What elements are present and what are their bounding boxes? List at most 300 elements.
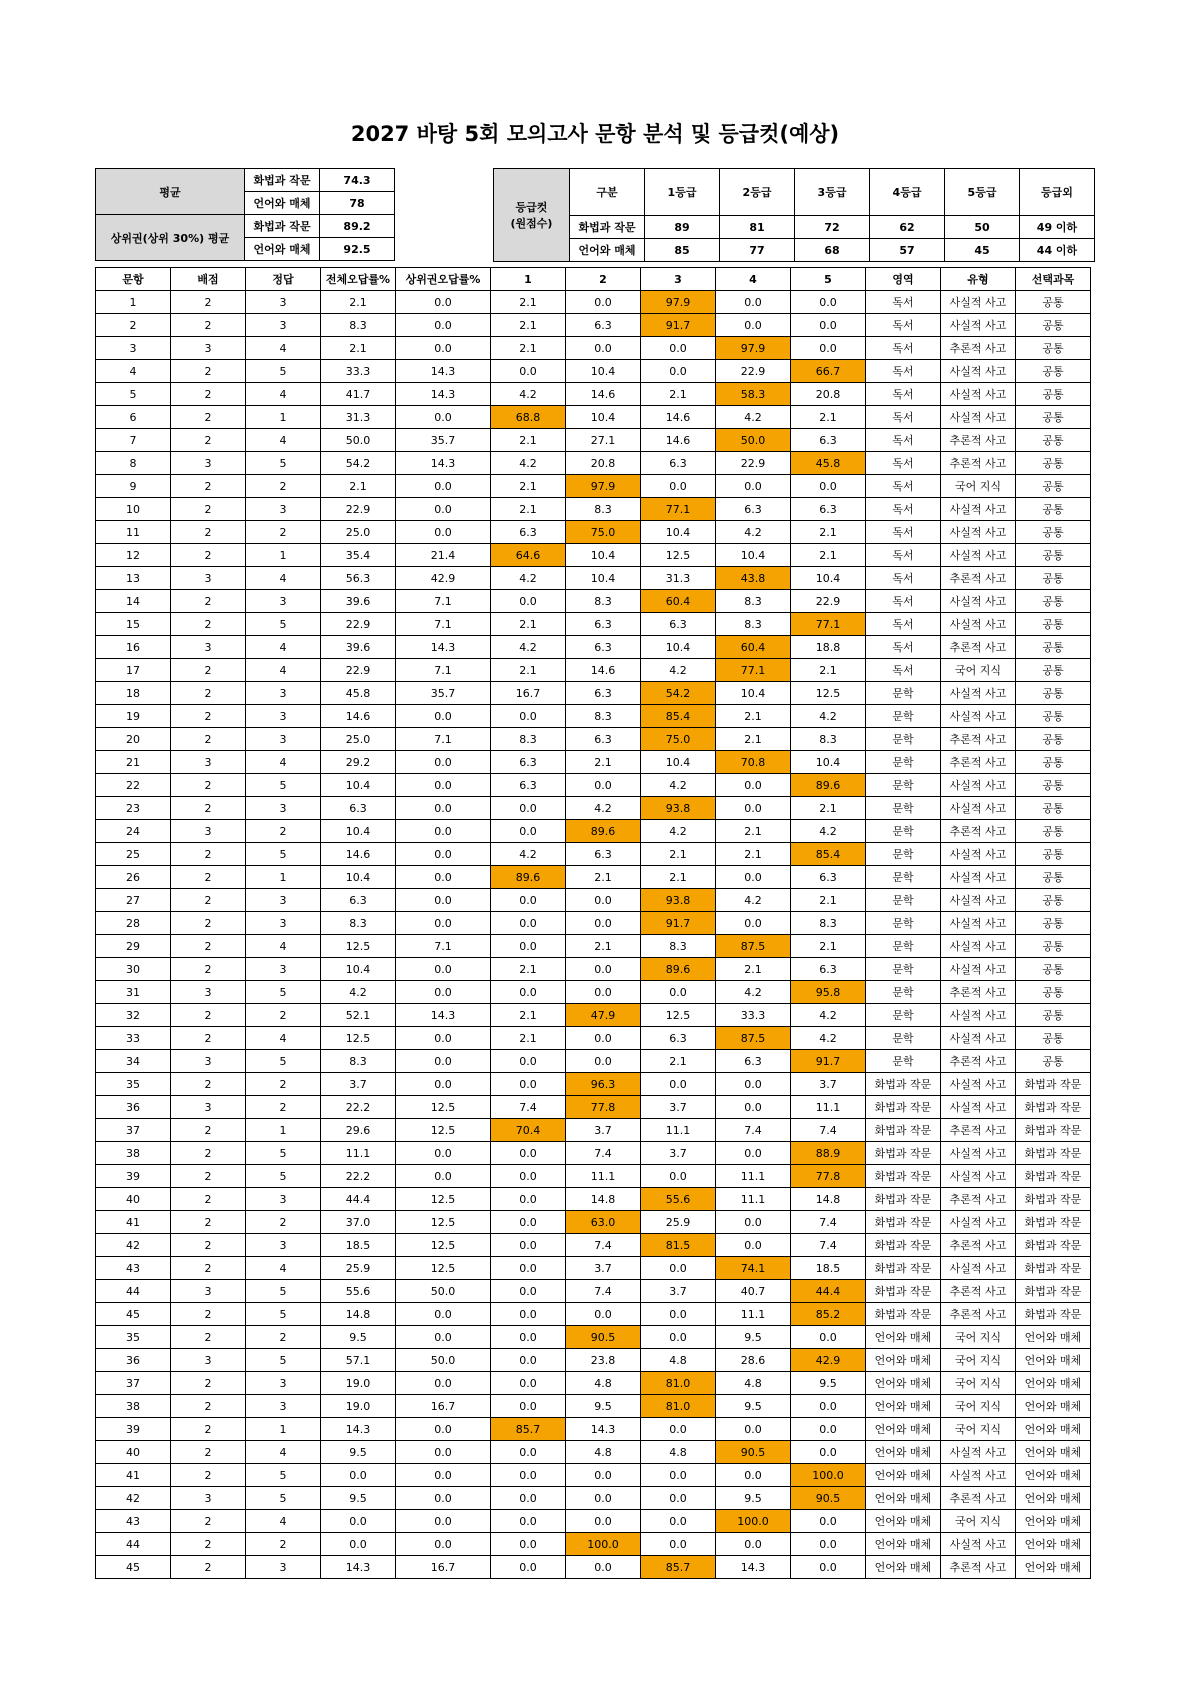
top-error-rate-cell: 0.0 [396, 1073, 491, 1096]
elective-cell: 화법과 작문 [1016, 1119, 1091, 1142]
choice-2-rate-cell: 0.0 [566, 958, 641, 981]
total-error-rate-cell: 14.8 [321, 1303, 396, 1326]
choice-3-rate-cell: 0.0 [641, 1326, 716, 1349]
choice-5-rate-cell: 6.3 [791, 866, 866, 889]
points-cell: 2 [171, 774, 246, 797]
points-cell: 3 [171, 1280, 246, 1303]
area-cell: 언어와 매체 [866, 1464, 941, 1487]
area-cell: 독서 [866, 406, 941, 429]
cut-cell: 57 [870, 239, 945, 262]
area-cell: 언어와 매체 [866, 1556, 941, 1579]
choice-4-rate-cell: 87.5 [716, 935, 791, 958]
choice-2-rate-cell: 96.3 [566, 1073, 641, 1096]
answer-cell: 2 [246, 1073, 321, 1096]
choice-1-rate-cell: 0.0 [491, 912, 566, 935]
choice-3-rate-cell: 4.2 [641, 820, 716, 843]
table-row [96, 774, 1091, 797]
choice-3-rate-cell: 6.3 [641, 1027, 716, 1050]
answer-cell: 3 [246, 1556, 321, 1579]
points-cell: 3 [171, 1050, 246, 1073]
answer-cell: 3 [246, 912, 321, 935]
choice-5-rate-cell: 2.1 [791, 935, 866, 958]
grade-cut-label-line2: (원점수) [510, 217, 553, 230]
choice-5-rate-cell: 0.0 [791, 1556, 866, 1579]
choice-4-rate-cell: 97.9 [716, 337, 791, 360]
total-error-rate-cell: 56.3 [321, 567, 396, 590]
cut-cell: 72 [795, 216, 870, 239]
choice-5-rate-cell: 2.1 [791, 659, 866, 682]
top-error-rate-cell: 0.0 [396, 1372, 491, 1395]
cut-header-row [494, 169, 1095, 216]
total-error-rate-cell: 3.7 [321, 1073, 396, 1096]
choice-4-rate-cell: 0.0 [716, 1211, 791, 1234]
item-no-cell: 43 [96, 1257, 171, 1280]
top-error-rate-cell: 16.7 [396, 1556, 491, 1579]
choice-2-rate-cell: 14.6 [566, 383, 641, 406]
choice-1-rate-cell: 64.6 [491, 544, 566, 567]
choice-1-rate-cell: 0.0 [491, 590, 566, 613]
top-error-rate-cell: 50.0 [396, 1349, 491, 1372]
area-cell: 독서 [866, 475, 941, 498]
table-row [96, 981, 1091, 1004]
cut-cell: 62 [870, 216, 945, 239]
choice-3-rate-cell: 12.5 [641, 1004, 716, 1027]
cut-cell: 언어와 매체 [570, 239, 645, 262]
average-value: 78 [320, 192, 395, 215]
choice-2-rate-cell: 4.8 [566, 1372, 641, 1395]
choice-4-rate-cell: 9.5 [716, 1487, 791, 1510]
choice-4-rate-cell: 0.0 [716, 314, 791, 337]
answer-cell: 4 [246, 751, 321, 774]
choice-2-rate-cell: 6.3 [566, 843, 641, 866]
points-cell: 2 [171, 889, 246, 912]
elective-cell: 언어와 매체 [1016, 1395, 1091, 1418]
total-error-rate-cell: 19.0 [321, 1395, 396, 1418]
type-cell: 추론적 사고 [941, 981, 1016, 1004]
choice-2-rate-cell: 3.7 [566, 1119, 641, 1142]
choice-4-rate-cell: 0.0 [716, 797, 791, 820]
points-cell: 3 [171, 337, 246, 360]
type-cell: 추론적 사고 [941, 820, 1016, 843]
choice-3-rate-cell: 89.6 [641, 958, 716, 981]
elective-cell: 공통 [1016, 889, 1091, 912]
top-error-rate-cell: 0.0 [396, 797, 491, 820]
choice-3-rate-cell: 8.3 [641, 935, 716, 958]
answer-cell: 5 [246, 1464, 321, 1487]
item-no-cell: 31 [96, 981, 171, 1004]
choice-5-rate-cell: 0.0 [791, 1533, 866, 1556]
points-cell: 2 [171, 1464, 246, 1487]
item-no-cell: 38 [96, 1395, 171, 1418]
choice-4-rate-cell: 0.0 [716, 1073, 791, 1096]
total-error-rate-cell: 2.1 [321, 475, 396, 498]
item-no-cell: 28 [96, 912, 171, 935]
choice-4-rate-cell: 10.4 [716, 544, 791, 567]
choice-4-rate-cell: 7.4 [716, 1119, 791, 1142]
choice-5-rate-cell: 77.8 [791, 1165, 866, 1188]
item-no-cell: 37 [96, 1119, 171, 1142]
choice-3-rate-cell: 91.7 [641, 314, 716, 337]
choice-2-rate-cell: 14.3 [566, 1418, 641, 1441]
elective-cell: 언어와 매체 [1016, 1326, 1091, 1349]
table-row [96, 1096, 1091, 1119]
choice-1-rate-cell: 6.3 [491, 751, 566, 774]
points-cell: 3 [171, 1349, 246, 1372]
item-no-cell: 35 [96, 1073, 171, 1096]
points-cell: 2 [171, 866, 246, 889]
type-cell: 국어 지식 [941, 1418, 1016, 1441]
choice-3-rate-cell: 0.0 [641, 1257, 716, 1280]
area-cell: 문학 [866, 866, 941, 889]
choice-5-rate-cell: 2.1 [791, 521, 866, 544]
area-cell: 화법과 작문 [866, 1119, 941, 1142]
top-error-rate-cell: 7.1 [396, 659, 491, 682]
choice-5-rate-cell: 4.2 [791, 1027, 866, 1050]
item-no-cell: 18 [96, 682, 171, 705]
choice-3-rate-cell: 0.0 [641, 1418, 716, 1441]
choice-2-rate-cell: 75.0 [566, 521, 641, 544]
choice-2-rate-cell: 9.5 [566, 1395, 641, 1418]
choice-1-rate-cell: 0.0 [491, 1188, 566, 1211]
choice-3-rate-cell: 97.9 [641, 291, 716, 314]
choice-3-rate-cell: 93.8 [641, 797, 716, 820]
type-cell: 사실적 사고 [941, 1441, 1016, 1464]
total-error-rate-cell: 14.3 [321, 1556, 396, 1579]
points-cell: 3 [171, 567, 246, 590]
choice-3-rate-cell: 75.0 [641, 728, 716, 751]
choice-1-rate-cell: 2.1 [491, 337, 566, 360]
points-cell: 2 [171, 728, 246, 751]
elective-cell: 공통 [1016, 452, 1091, 475]
type-cell: 사실적 사고 [941, 958, 1016, 981]
type-cell: 사실적 사고 [941, 521, 1016, 544]
choice-4-rate-cell: 9.5 [716, 1326, 791, 1349]
total-error-rate-cell: 12.5 [321, 1027, 396, 1050]
area-cell: 독서 [866, 636, 941, 659]
choice-2-rate-cell: 4.2 [566, 797, 641, 820]
top-error-rate-cell: 14.3 [396, 452, 491, 475]
table-row [96, 590, 1091, 613]
elective-cell: 공통 [1016, 590, 1091, 613]
subject-label: 화법과 작문 [245, 169, 320, 192]
elective-cell: 화법과 작문 [1016, 1211, 1091, 1234]
choice-5-rate-cell: 8.3 [791, 912, 866, 935]
type-cell: 추론적 사고 [941, 1556, 1016, 1579]
area-cell: 언어와 매체 [866, 1395, 941, 1418]
type-cell: 사실적 사고 [941, 498, 1016, 521]
points-cell: 2 [171, 797, 246, 820]
item-no-cell: 34 [96, 1050, 171, 1073]
total-error-rate-cell: 10.4 [321, 774, 396, 797]
choice-4-rate-cell: 4.2 [716, 406, 791, 429]
top-error-rate-cell: 0.0 [396, 1326, 491, 1349]
choice-2-rate-cell: 8.3 [566, 590, 641, 613]
total-error-rate-cell: 55.6 [321, 1280, 396, 1303]
item-no-cell: 9 [96, 475, 171, 498]
top-error-rate-cell: 7.1 [396, 613, 491, 636]
points-cell: 2 [171, 1188, 246, 1211]
type-cell: 추론적 사고 [941, 1487, 1016, 1510]
table-row [96, 544, 1091, 567]
choice-2-rate-cell: 8.3 [566, 705, 641, 728]
choice-1-rate-cell: 2.1 [491, 958, 566, 981]
table-row [96, 843, 1091, 866]
points-cell: 2 [171, 705, 246, 728]
choice-1-rate-cell: 0.0 [491, 1326, 566, 1349]
cut-cell: 50 [945, 216, 1020, 239]
answer-cell: 4 [246, 1510, 321, 1533]
elective-cell: 공통 [1016, 843, 1091, 866]
type-cell: 사실적 사고 [941, 613, 1016, 636]
top-error-rate-cell: 0.0 [396, 981, 491, 1004]
choice-4-rate-cell: 40.7 [716, 1280, 791, 1303]
elective-cell: 언어와 매체 [1016, 1372, 1091, 1395]
choice-1-rate-cell: 0.0 [491, 1487, 566, 1510]
table-row [96, 1073, 1091, 1096]
choice-5-rate-cell: 2.1 [791, 889, 866, 912]
elective-cell: 공통 [1016, 1050, 1091, 1073]
answer-cell: 2 [246, 475, 321, 498]
top-error-rate-cell: 0.0 [396, 1050, 491, 1073]
type-cell: 사실적 사고 [941, 291, 1016, 314]
table-row [96, 1487, 1091, 1510]
area-cell: 화법과 작문 [866, 1142, 941, 1165]
type-cell: 사실적 사고 [941, 1464, 1016, 1487]
item-no-cell: 32 [96, 1004, 171, 1027]
points-cell: 2 [171, 406, 246, 429]
item-no-cell: 45 [96, 1303, 171, 1326]
choice-3-rate-cell: 0.0 [641, 360, 716, 383]
top-error-rate-cell: 0.0 [396, 1418, 491, 1441]
top-error-rate-cell: 21.4 [396, 544, 491, 567]
item-no-cell: 20 [96, 728, 171, 751]
elective-cell: 공통 [1016, 659, 1091, 682]
total-error-rate-cell: 29.6 [321, 1119, 396, 1142]
item-no-cell: 29 [96, 935, 171, 958]
answer-cell: 5 [246, 1165, 321, 1188]
header-elective: 선택과목 [1016, 268, 1091, 291]
answer-cell: 5 [246, 1349, 321, 1372]
table-row [96, 498, 1091, 521]
choice-4-rate-cell: 58.3 [716, 383, 791, 406]
item-no-cell: 39 [96, 1418, 171, 1441]
choice-1-rate-cell: 0.0 [491, 889, 566, 912]
table-row [96, 1395, 1091, 1418]
header-choice-3: 3 [641, 268, 716, 291]
elective-cell: 화법과 작문 [1016, 1188, 1091, 1211]
area-cell: 화법과 작문 [866, 1211, 941, 1234]
type-cell: 추론적 사고 [941, 1234, 1016, 1257]
answer-cell: 3 [246, 958, 321, 981]
points-cell: 2 [171, 1142, 246, 1165]
choice-2-rate-cell: 0.0 [566, 912, 641, 935]
choice-5-rate-cell: 22.9 [791, 590, 866, 613]
choice-4-rate-cell: 2.1 [716, 705, 791, 728]
answer-cell: 3 [246, 728, 321, 751]
choice-2-rate-cell: 6.3 [566, 728, 641, 751]
area-cell: 문학 [866, 1050, 941, 1073]
top-error-rate-cell: 0.0 [396, 889, 491, 912]
item-no-cell: 40 [96, 1441, 171, 1464]
cut-header: 3등급 [795, 169, 870, 216]
choice-5-rate-cell: 77.1 [791, 613, 866, 636]
cut-cell: 44 이하 [1020, 239, 1095, 262]
top-error-rate-cell: 14.3 [396, 360, 491, 383]
total-error-rate-cell: 39.6 [321, 590, 396, 613]
choice-5-rate-cell: 2.1 [791, 797, 866, 820]
elective-cell: 언어와 매체 [1016, 1533, 1091, 1556]
choice-5-rate-cell: 18.8 [791, 636, 866, 659]
points-cell: 2 [171, 1073, 246, 1096]
choice-5-rate-cell: 12.5 [791, 682, 866, 705]
choice-1-rate-cell: 0.0 [491, 981, 566, 1004]
table-row [96, 1234, 1091, 1257]
choice-2-rate-cell: 97.9 [566, 475, 641, 498]
total-error-rate-cell: 31.3 [321, 406, 396, 429]
elective-cell: 공통 [1016, 981, 1091, 1004]
choice-2-rate-cell: 0.0 [566, 1050, 641, 1073]
total-error-rate-cell: 12.5 [321, 935, 396, 958]
table-row [96, 1441, 1091, 1464]
top-error-rate-cell: 14.3 [396, 636, 491, 659]
choice-5-rate-cell: 66.7 [791, 360, 866, 383]
type-cell: 사실적 사고 [941, 1004, 1016, 1027]
type-cell: 사실적 사고 [941, 1027, 1016, 1050]
item-no-cell: 43 [96, 1510, 171, 1533]
choice-2-rate-cell: 0.0 [566, 291, 641, 314]
item-no-cell: 40 [96, 1188, 171, 1211]
area-cell: 독서 [866, 567, 941, 590]
choice-4-rate-cell: 100.0 [716, 1510, 791, 1533]
type-cell: 사실적 사고 [941, 797, 1016, 820]
item-no-cell: 23 [96, 797, 171, 820]
answer-cell: 5 [246, 774, 321, 797]
item-no-cell: 2 [96, 314, 171, 337]
item-analysis-table [95, 267, 1091, 1579]
total-error-rate-cell: 10.4 [321, 820, 396, 843]
type-cell: 사실적 사고 [941, 406, 1016, 429]
type-cell: 국어 지식 [941, 1395, 1016, 1418]
choice-1-rate-cell: 0.0 [491, 1556, 566, 1579]
item-no-cell: 39 [96, 1165, 171, 1188]
area-cell: 독서 [866, 590, 941, 613]
elective-cell: 화법과 작문 [1016, 1280, 1091, 1303]
points-cell: 2 [171, 1395, 246, 1418]
type-cell: 사실적 사고 [941, 590, 1016, 613]
choice-1-rate-cell: 0.0 [491, 1165, 566, 1188]
total-error-rate-cell: 39.6 [321, 636, 396, 659]
choice-5-rate-cell: 0.0 [791, 337, 866, 360]
item-no-cell: 35 [96, 1326, 171, 1349]
points-cell: 2 [171, 1303, 246, 1326]
type-cell: 국어 지식 [941, 475, 1016, 498]
elective-cell: 공통 [1016, 636, 1091, 659]
table-row [96, 1510, 1091, 1533]
choice-1-rate-cell: 0.0 [491, 797, 566, 820]
type-cell: 추론적 사고 [941, 337, 1016, 360]
choice-2-rate-cell: 100.0 [566, 1533, 641, 1556]
points-cell: 2 [171, 1165, 246, 1188]
table-row [96, 958, 1091, 981]
area-cell: 화법과 작문 [866, 1165, 941, 1188]
choice-1-rate-cell: 0.0 [491, 820, 566, 843]
choice-5-rate-cell: 10.4 [791, 751, 866, 774]
choice-4-rate-cell: 0.0 [716, 1533, 791, 1556]
points-cell: 2 [171, 291, 246, 314]
item-no-cell: 38 [96, 1142, 171, 1165]
top-error-rate-cell: 0.0 [396, 751, 491, 774]
choice-2-rate-cell: 10.4 [566, 567, 641, 590]
area-cell: 문학 [866, 705, 941, 728]
choice-2-rate-cell: 11.1 [566, 1165, 641, 1188]
choice-2-rate-cell: 2.1 [566, 751, 641, 774]
choice-1-rate-cell: 6.3 [491, 521, 566, 544]
top-error-rate-cell: 14.3 [396, 383, 491, 406]
total-error-rate-cell: 41.7 [321, 383, 396, 406]
answer-cell: 1 [246, 544, 321, 567]
area-cell: 문학 [866, 958, 941, 981]
choice-1-rate-cell: 0.0 [491, 1211, 566, 1234]
total-error-rate-cell: 25.9 [321, 1257, 396, 1280]
choice-5-rate-cell: 18.5 [791, 1257, 866, 1280]
answer-cell: 4 [246, 1027, 321, 1050]
total-error-rate-cell: 11.1 [321, 1142, 396, 1165]
choice-3-rate-cell: 0.0 [641, 1303, 716, 1326]
choice-1-rate-cell: 0.0 [491, 360, 566, 383]
total-error-rate-cell: 9.5 [321, 1326, 396, 1349]
answer-cell: 4 [246, 1441, 321, 1464]
type-cell: 사실적 사고 [941, 912, 1016, 935]
choice-4-rate-cell: 77.1 [716, 659, 791, 682]
item-no-cell: 5 [96, 383, 171, 406]
type-cell: 사실적 사고 [941, 774, 1016, 797]
area-cell: 독서 [866, 291, 941, 314]
choice-3-rate-cell: 0.0 [641, 475, 716, 498]
top-error-rate-cell: 0.0 [396, 1303, 491, 1326]
answer-cell: 5 [246, 1142, 321, 1165]
elective-cell: 공통 [1016, 337, 1091, 360]
choice-5-rate-cell: 95.8 [791, 981, 866, 1004]
elective-cell: 공통 [1016, 797, 1091, 820]
item-no-cell: 10 [96, 498, 171, 521]
cut-cell: 49 이하 [1020, 216, 1095, 239]
total-error-rate-cell: 10.4 [321, 958, 396, 981]
choice-5-rate-cell: 6.3 [791, 958, 866, 981]
choice-3-rate-cell: 6.3 [641, 613, 716, 636]
points-cell: 2 [171, 475, 246, 498]
answer-cell: 1 [246, 1119, 321, 1142]
choice-5-rate-cell: 0.0 [791, 1441, 866, 1464]
choice-3-rate-cell: 0.0 [641, 1510, 716, 1533]
top-error-rate-cell: 0.0 [396, 1165, 491, 1188]
subject-label: 화법과 작문 [245, 215, 320, 238]
top-error-rate-cell: 0.0 [396, 774, 491, 797]
choice-1-rate-cell: 0.0 [491, 1280, 566, 1303]
choice-1-rate-cell: 70.4 [491, 1119, 566, 1142]
choice-2-rate-cell: 14.6 [566, 659, 641, 682]
table-row [96, 820, 1091, 843]
choice-5-rate-cell: 85.4 [791, 843, 866, 866]
choice-4-rate-cell: 0.0 [716, 866, 791, 889]
area-cell: 언어와 매체 [866, 1418, 941, 1441]
table-row [96, 1004, 1091, 1027]
choice-5-rate-cell: 91.7 [791, 1050, 866, 1073]
answer-cell: 3 [246, 590, 321, 613]
table-row [96, 728, 1091, 751]
table-row [96, 866, 1091, 889]
answer-cell: 2 [246, 1211, 321, 1234]
type-cell: 추론적 사고 [941, 1303, 1016, 1326]
